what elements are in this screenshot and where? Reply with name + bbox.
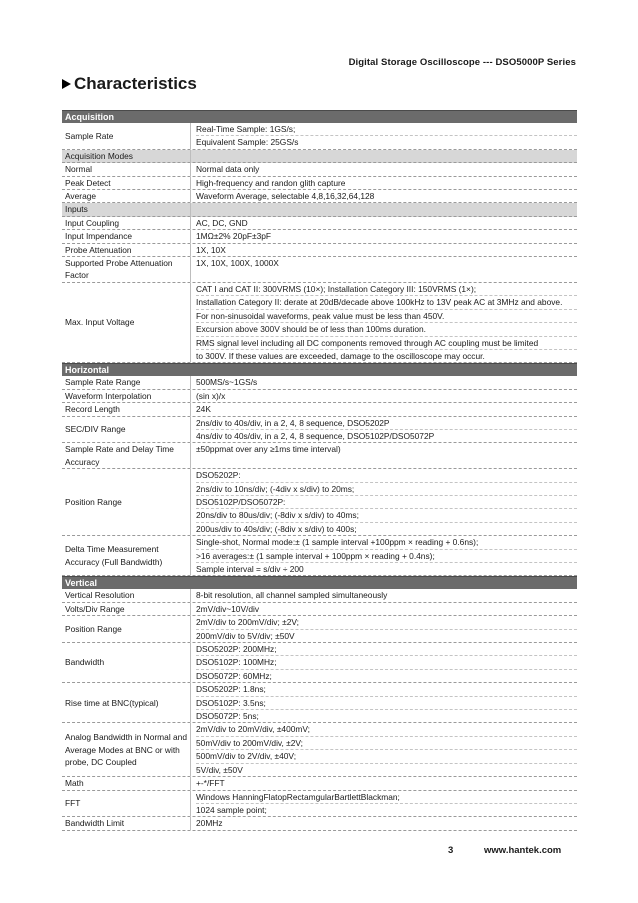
spec-values (190, 403, 577, 415)
spec-value-line: Normal data only (196, 164, 260, 175)
spec-values (190, 589, 577, 601)
spec-row (62, 177, 577, 190)
spec-values (190, 417, 577, 443)
spec-row (62, 163, 577, 176)
spec-values (190, 536, 577, 575)
spec-row (62, 469, 577, 536)
spec-value-line: (sin x)/x (196, 390, 226, 401)
spec-value-line: For non-sinusoidal waveforms, peak value must be less than 450V. (196, 310, 577, 323)
spec-values (190, 203, 577, 215)
spec-value-line: 24K (196, 404, 211, 415)
spec-row (62, 817, 577, 830)
spec-row (62, 683, 577, 723)
spec-row (62, 616, 577, 643)
spec-row (62, 217, 577, 230)
spec-row (62, 603, 577, 616)
spec-value-line: DSO5102P: 100MHz; (196, 656, 577, 669)
spec-row (62, 283, 577, 363)
page-number: 3 (448, 845, 454, 856)
spec-value-line: 4ns/div to 40s/div, in a 2, 4, 8 sequence, DSO5102P/DSO5072P (196, 430, 435, 441)
spec-values (190, 817, 577, 829)
subsection-row (62, 203, 577, 216)
spec-value-line: +-*/FFT (196, 778, 225, 789)
spec-label: Bandwidth Limit (65, 818, 125, 829)
spec-label: Input Impendance (65, 231, 133, 242)
spec-label: Math (65, 778, 84, 789)
spec-label: Peak Detect (65, 177, 111, 188)
spec-label: Acquisition Modes (65, 150, 133, 161)
spec-value-line: RMS signal level including all DC components removed through AC coupling must be limited (196, 337, 577, 350)
spec-row (62, 190, 577, 203)
spec-value-line: 1024 sample point; (196, 804, 267, 815)
spec-label: Sample Rate and Delay Time Accuracy (65, 444, 174, 467)
spec-values (190, 230, 577, 242)
spec-value-line: 1MΩ±2% 20pF±3pF (196, 231, 272, 242)
spec-value-line: Equivalent Sample: 25GS/s (196, 137, 299, 148)
spec-values (190, 190, 577, 202)
spec-value-line: Real-Time Sample: 1GS/s; (196, 123, 577, 136)
section-header: Horizontal (62, 363, 577, 376)
spec-label: Position Range (65, 623, 122, 634)
spec-values (190, 217, 577, 229)
spec-label: Vertical Resolution (65, 590, 135, 601)
spec-value-line: AC, DC, GND (196, 217, 248, 228)
spec-label: Waveform Interpolation (65, 390, 152, 401)
spec-row (62, 536, 577, 576)
website: www.hantek.com (484, 845, 562, 856)
spec-row (62, 403, 577, 416)
spec-value-line: 500MS/s~1GS/s (196, 377, 258, 388)
spec-values (190, 163, 577, 175)
spec-row (62, 589, 577, 602)
spec-value-line: CAT I and CAT II: 300VRMS (10×); Installation Category III: 150VRMS (1×); (196, 283, 577, 296)
spec-value-line: DSO5202P: (196, 469, 577, 482)
triangle-bullet-icon (62, 79, 71, 89)
spec-value-line: DSO5202P: 1.8ns; (196, 683, 577, 696)
spec-values (190, 390, 577, 402)
spec-value-line: High-frequency and randon glith capture (196, 177, 346, 188)
spec-label: Bandwidth (65, 657, 105, 668)
spec-label: Volts/Div Range (65, 603, 125, 614)
section-header: Acquisition (62, 110, 577, 123)
spec-row (62, 376, 577, 389)
spec-value-line: 50mV/div to 200mV/div, ±2V; (196, 737, 577, 750)
spec-value-line: 8-bit resolution, all channel sampled simultaneously (196, 590, 388, 601)
spec-value-line: 2mV/div to 200mV/div; ±2V; (196, 616, 577, 629)
spec-row (62, 230, 577, 243)
spec-label: Delta Time Measurement Accuracy (Full Bandwidth) (65, 544, 163, 567)
spec-values (190, 683, 577, 722)
spec-label: Input Coupling (65, 217, 120, 228)
spec-row (62, 791, 577, 818)
spec-value-line: DSO5072P: 60MHz; (196, 670, 272, 681)
spec-values (190, 150, 577, 162)
spec-value-line: DSO5202P: 200MHz; (196, 643, 577, 656)
spec-values (190, 643, 577, 682)
spec-value-line: 5V/div, ±50V (196, 764, 243, 775)
spec-value-line: Excursion above 300V should be of less than 100ms duration. (196, 323, 577, 336)
spec-label: Record Length (65, 404, 120, 415)
spec-label: Sample Rate Range (65, 377, 141, 388)
spec-values (190, 791, 577, 817)
spec-value-line: 20ns/div to 80us/div; (-8div x s/div) to 40ms; (196, 509, 577, 522)
spec-value-line: Sample interval = s/div ÷ 200 (196, 564, 304, 574)
spec-value-line: 200us/div to 40s/div; (-8div x s/div) to 400s; (196, 523, 357, 534)
spec-row (62, 417, 577, 444)
spec-value-line: Windows HanningFlatopRectamgularBartlettBlackman; (196, 791, 577, 804)
spec-values (190, 603, 577, 615)
spec-values (190, 283, 577, 362)
spec-label: Max. Input Voltage (65, 317, 135, 328)
subsection-row (62, 150, 577, 163)
spec-values (190, 123, 577, 149)
section-header: Vertical (62, 576, 577, 589)
spec-values (190, 257, 577, 282)
spec-row (62, 257, 577, 283)
spec-row (62, 123, 577, 150)
spec-values (190, 244, 577, 256)
spec-value-line: 200mV/div to 5V/div; ±50V (196, 630, 295, 641)
spec-row (62, 643, 577, 683)
spec-value-line: DSO5102P/DSO5072P: (196, 496, 577, 509)
spec-label: FFT (65, 798, 81, 809)
page-title-text: Characteristics (74, 74, 197, 93)
spec-value-line: Single-shot, Normal mode:± (1 sample interval +100ppm × reading + 0.6ns); (196, 536, 577, 549)
spec-value-line: 500mV/div to 2V/div, ±40V; (196, 750, 577, 763)
spec-label: Rise time at BNC(typical) (65, 697, 159, 708)
spec-value-line: >16 averages:± (1 sample interval + 100ppm × reading + 0.4ns); (196, 550, 577, 563)
spec-value-line: 2mV/div to 20mV/div, ±400mV; (196, 723, 577, 736)
spec-value-line: 2mV/div~10V/div (196, 603, 260, 614)
spec-row (62, 443, 577, 469)
spec-label: Probe Attenuation (65, 244, 132, 255)
spec-label: Average (65, 191, 97, 202)
spec-value-line: Installation Category II: derate at 20dB/decade above 100kHz to 13V peak AC at 3MHz and above. (196, 296, 577, 309)
document-header: Digital Storage Oscilloscope --- DSO5000P Series (348, 57, 576, 68)
spec-values (190, 616, 577, 642)
spec-value-line: DSO5102P: 3.5ns; (196, 697, 577, 710)
spec-table (62, 110, 577, 831)
spec-value-line: DSO5072P: 5ns; (196, 711, 259, 722)
spec-value-line: Waveform Average, selectable 4,8,16,32,64,128 (196, 191, 375, 202)
spec-values (190, 723, 577, 776)
page-title (62, 74, 197, 94)
spec-value-line: 20MHz (196, 818, 223, 829)
spec-values (190, 376, 577, 388)
spec-label: Inputs (65, 204, 88, 215)
spec-value-line: ±50ppmat over any ≥1ms time interval) (196, 444, 341, 455)
spec-value-line: 1X, 10X (196, 244, 226, 255)
spec-values (190, 177, 577, 189)
spec-label: Sample Rate (65, 130, 114, 141)
spec-row (62, 390, 577, 403)
spec-label: Supported Probe Attenuation Factor (65, 258, 173, 281)
spec-row (62, 244, 577, 257)
spec-values (190, 777, 577, 789)
spec-row (62, 723, 577, 777)
spec-values (190, 443, 577, 468)
spec-value-line: 1X, 10X, 100X, 1000X (196, 258, 279, 269)
spec-values (190, 469, 577, 535)
spec-label: Normal (65, 164, 92, 175)
spec-value-line: to 300V. If these values are exceeded, damage to the oscilloscope may occur. (196, 350, 485, 361)
spec-row (62, 777, 577, 790)
spec-value-line: 2ns/div to 10ns/div; (-4div x s/div) to 20ms; (196, 483, 577, 496)
spec-label: Analog Bandwidth in Normal and Average Modes at BNC or with probe, DC Coupled (65, 732, 187, 767)
spec-label: SEC/DIV Range (65, 424, 126, 435)
spec-value-line: 2ns/div to 40s/div, in a 2, 4, 8 sequence, DSO5202P (196, 417, 577, 430)
spec-label: Position Range (65, 496, 122, 507)
